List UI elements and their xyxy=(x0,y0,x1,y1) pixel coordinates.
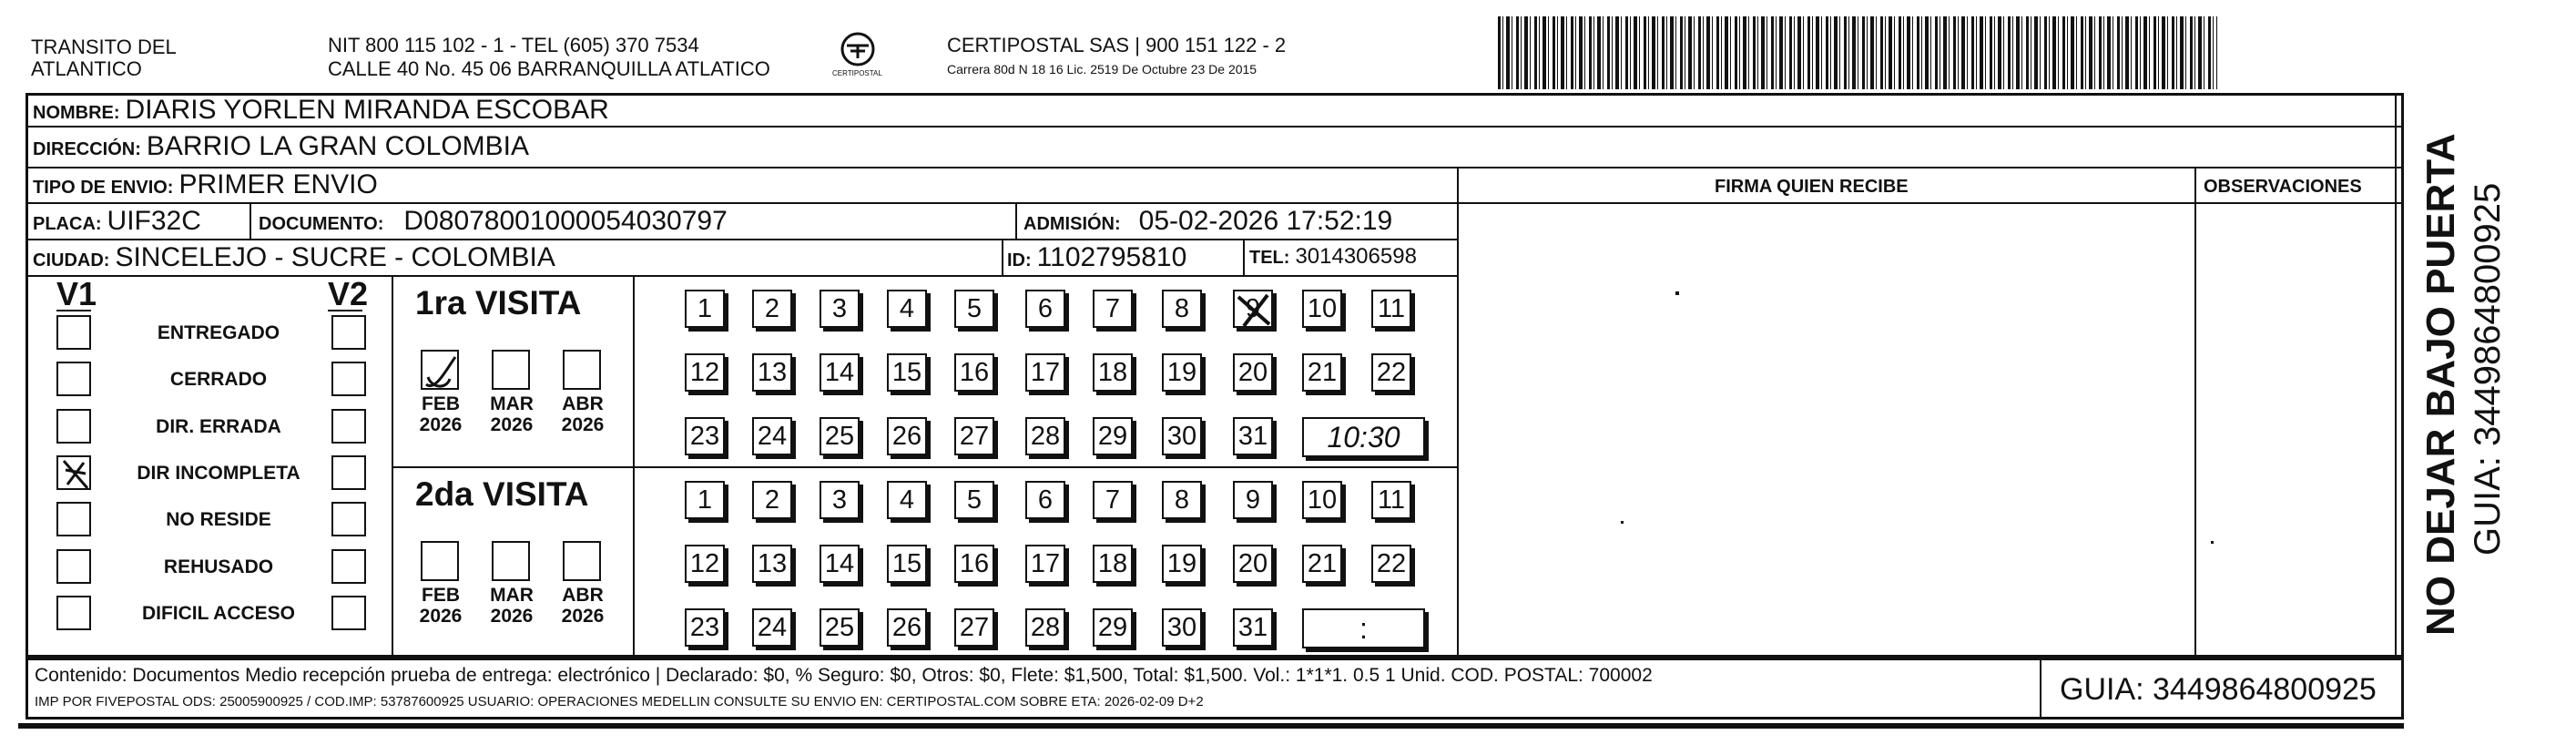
month-label xyxy=(555,393,610,435)
day-number: 14 xyxy=(824,358,855,387)
courier-line1: CERTIPOSTAL SAS | 900 151 122 - 2 xyxy=(947,34,1287,56)
day-box[interactable] xyxy=(954,290,994,328)
status-label: DIFICIL ACCESO xyxy=(141,603,295,624)
day-box[interactable] xyxy=(1302,353,1342,392)
day-number: 16 xyxy=(959,549,990,578)
check-mark-icon xyxy=(423,352,461,392)
v1-checkbox[interactable] xyxy=(56,362,91,396)
month-label xyxy=(555,585,610,627)
day-number: 18 xyxy=(1097,358,1128,387)
day-box[interactable] xyxy=(954,608,994,647)
day-number: 30 xyxy=(1166,422,1197,451)
month-year: 2026 xyxy=(419,414,463,435)
issuer-address-line: CALLE 40 No. 45 06 BARRANQUILLA ATLATICO xyxy=(328,57,770,80)
day-box[interactable] xyxy=(1371,481,1411,519)
month-label xyxy=(484,585,539,627)
v2-checkbox[interactable] xyxy=(331,596,366,630)
id-label: ID: xyxy=(1007,250,1032,270)
v2-checkbox[interactable] xyxy=(331,315,366,350)
observaciones-header: OBSERVACIONES xyxy=(2204,177,2362,197)
cell-divider xyxy=(249,202,251,239)
day-number: 22 xyxy=(1376,549,1407,578)
col-divider xyxy=(2395,93,2397,658)
v1-underline xyxy=(56,310,91,311)
day-box[interactable] xyxy=(1233,545,1273,583)
visit-time[interactable]: : xyxy=(1302,608,1425,648)
day-number: 3 xyxy=(831,294,848,323)
day-box[interactable] xyxy=(1233,417,1273,455)
day-number: 17 xyxy=(1030,358,1061,387)
row-divider xyxy=(25,167,2404,168)
day-number: 26 xyxy=(891,422,922,451)
check-mark-icon xyxy=(58,457,93,492)
day-box[interactable] xyxy=(887,353,927,392)
footer-impresion: IMP POR FIVEPOSTAL ODS: 25005900925 / COD.IMP: 53787600925 USUARIO: OPERACIONES MEDELLIN CONSULTE SU ENVIO EN: CERTIPOSTAL.COM SOBRE ETA: 2026-02-09 D+2 xyxy=(35,694,1204,709)
day-box[interactable] xyxy=(887,481,927,519)
day-box[interactable] xyxy=(820,608,860,647)
day-number: 5 xyxy=(966,485,983,515)
visit-divider xyxy=(392,466,1459,468)
day-number: 5 xyxy=(966,294,983,323)
month-label xyxy=(413,393,468,435)
row-divider xyxy=(25,202,2404,204)
month-checkbox[interactable] xyxy=(492,541,530,581)
direccion-row xyxy=(33,131,529,162)
form-frame xyxy=(25,93,2404,658)
month-divider xyxy=(633,275,635,658)
status-label: NO RESIDE xyxy=(166,509,271,530)
day-box[interactable] xyxy=(1162,417,1202,455)
observation-mark xyxy=(2211,541,2214,544)
day-number: 8 xyxy=(1174,294,1190,323)
month-year: 2026 xyxy=(490,414,534,435)
day-box[interactable] xyxy=(685,417,725,455)
visit-title: 1ra VISITA xyxy=(415,284,582,321)
nombre-label: NOMBRE: xyxy=(33,103,120,123)
day-box[interactable] xyxy=(820,481,860,519)
day-number: 28 xyxy=(1030,422,1061,451)
day-box[interactable] xyxy=(752,417,792,455)
day-number: 4 xyxy=(899,485,915,515)
status-label: CERRADO xyxy=(169,369,268,390)
day-box[interactable] xyxy=(752,353,792,392)
day-box[interactable] xyxy=(1093,608,1133,647)
status-label: ENTREGADO xyxy=(157,322,280,343)
day-box[interactable] xyxy=(1162,353,1202,392)
day-box[interactable] xyxy=(1025,290,1065,328)
day-box[interactable] xyxy=(1162,545,1202,583)
day-box[interactable] xyxy=(887,608,927,647)
day-box[interactable] xyxy=(1162,608,1202,647)
placa-value: UIF32C xyxy=(107,206,201,236)
admision-value: 05-02-2026 17:52:19 xyxy=(1138,206,1393,236)
day-box[interactable] xyxy=(685,353,725,392)
day-box[interactable] xyxy=(820,353,860,392)
day-number: 22 xyxy=(1376,358,1407,387)
day-box[interactable] xyxy=(752,481,792,519)
footer-guia: GUIA: 3449864800925 xyxy=(2060,672,2377,707)
col-divider xyxy=(2194,167,2196,658)
day-number: 10 xyxy=(1307,294,1338,323)
day-number: 23 xyxy=(689,422,720,451)
day-box[interactable] xyxy=(752,290,792,328)
day-number: 31 xyxy=(1237,613,1268,642)
documento-cell xyxy=(259,206,728,237)
v1-header: V1 xyxy=(56,275,97,312)
day-number: 13 xyxy=(757,549,788,578)
v2-header: V2 xyxy=(328,275,369,312)
day-number: 3 xyxy=(831,485,848,515)
day-number: 8 xyxy=(1174,485,1190,515)
month-year: 2026 xyxy=(419,606,463,627)
day-box[interactable] xyxy=(887,417,927,455)
v2-checkbox[interactable] xyxy=(331,455,366,490)
day-number: 12 xyxy=(689,358,720,387)
day-number: 20 xyxy=(1237,549,1268,578)
tipo-envio-label: TIPO DE ENVIO: xyxy=(33,178,174,198)
day-box[interactable] xyxy=(1093,290,1133,328)
day-box[interactable] xyxy=(1302,545,1342,583)
month-name: FEB xyxy=(422,393,460,414)
side-warning: NO DEJAR BAJO PUERTA xyxy=(2418,133,2463,636)
day-number: 20 xyxy=(1237,358,1268,387)
day-number: 14 xyxy=(824,549,855,578)
tipo-envio-value: PRIMER ENVIO xyxy=(178,169,378,199)
v1-checkbox[interactable] xyxy=(56,409,91,444)
courier-line2: Carrera 80d N 18 16 Lic. 2519 De Octubre 23 De 2015 xyxy=(947,62,1257,77)
v2-underline xyxy=(328,310,362,311)
day-number: 15 xyxy=(891,549,922,578)
day-box[interactable] xyxy=(954,353,994,392)
month-name: FEB xyxy=(422,585,460,606)
id-cell xyxy=(1007,242,1186,273)
day-box[interactable] xyxy=(1233,290,1273,328)
day-box[interactable] xyxy=(685,481,725,519)
day-box[interactable] xyxy=(1233,353,1273,392)
day-number: 19 xyxy=(1166,358,1197,387)
v2-checkbox[interactable] xyxy=(331,502,366,536)
day-box[interactable] xyxy=(1233,608,1273,647)
cell-divider xyxy=(1002,239,1003,275)
day-number: 9 xyxy=(1245,485,1261,515)
day-number: 27 xyxy=(959,422,990,451)
day-number: 1 xyxy=(697,485,713,515)
day-number: 7 xyxy=(1105,294,1121,323)
day-number: 11 xyxy=(1377,294,1406,323)
admision-label: ADMISIÓN: xyxy=(1023,214,1121,234)
certipostal-logo xyxy=(830,31,885,84)
day-number: 25 xyxy=(824,422,855,451)
day-box[interactable] xyxy=(685,290,725,328)
side-guia: GUIA: 3449864800925 xyxy=(2468,182,2508,556)
day-number: 7 xyxy=(1105,485,1121,515)
month-year: 2026 xyxy=(561,414,605,435)
day-box[interactable] xyxy=(1025,545,1065,583)
v2-checkbox[interactable] xyxy=(331,549,366,584)
direccion-label: DIRECCIÓN: xyxy=(33,139,141,159)
day-box[interactable] xyxy=(1302,290,1342,328)
day-number: 31 xyxy=(1237,422,1268,451)
nombre-value: DIARIS YORLEN MIRANDA ESCOBAR xyxy=(125,95,609,125)
visit-title: 2da VISITA xyxy=(415,475,589,513)
day-box[interactable] xyxy=(1093,353,1133,392)
v2-checkbox[interactable] xyxy=(331,409,366,444)
month-checkbox[interactable] xyxy=(563,541,601,581)
day-number: 11 xyxy=(1377,485,1406,515)
day-box[interactable] xyxy=(1025,417,1065,455)
day-box[interactable] xyxy=(887,545,927,583)
row-divider xyxy=(25,275,1459,277)
day-number: 26 xyxy=(891,613,922,642)
day-box[interactable] xyxy=(1371,545,1411,583)
placa-label: PLACA: xyxy=(33,214,102,234)
visit-time[interactable]: 10:30 xyxy=(1302,417,1425,457)
direccion-value: BARRIO LA GRAN COLOMBIA xyxy=(146,131,529,161)
day-number: 13 xyxy=(757,358,788,387)
cell-divider xyxy=(1015,202,1017,239)
day-number: 17 xyxy=(1030,549,1061,578)
issuer-name-line1: TRANSITO DEL xyxy=(31,36,177,58)
day-box[interactable] xyxy=(820,417,860,455)
month-checkbox[interactable] xyxy=(421,350,459,390)
day-box[interactable] xyxy=(1371,353,1411,392)
day-number: 21 xyxy=(1307,549,1338,578)
day-number: 28 xyxy=(1030,613,1061,642)
day-box[interactable] xyxy=(685,545,725,583)
day-box[interactable] xyxy=(954,417,994,455)
ciudad-value: SINCELEJO - SUCRE - COLOMBIA xyxy=(115,242,555,272)
day-number: 21 xyxy=(1307,358,1338,387)
day-box[interactable] xyxy=(954,545,994,583)
day-number: 30 xyxy=(1166,613,1197,642)
ciudad-label: CIUDAD: xyxy=(33,250,110,270)
day-box[interactable] xyxy=(752,545,792,583)
signature-mark xyxy=(1675,291,1679,295)
status-divider xyxy=(392,275,393,658)
firma-header: FIRMA QUIEN RECIBE xyxy=(1715,177,1909,197)
month-label xyxy=(413,585,468,627)
status-label: DIR. ERRADA xyxy=(156,416,281,437)
day-box[interactable] xyxy=(752,608,792,647)
day-number: 24 xyxy=(757,422,788,451)
day-number: 9 xyxy=(1245,294,1261,323)
day-number: 24 xyxy=(757,613,788,642)
status-label: DIR INCOMPLETA xyxy=(137,463,300,484)
day-number: 29 xyxy=(1097,422,1128,451)
day-box[interactable] xyxy=(1025,481,1065,519)
day-box[interactable] xyxy=(1302,481,1342,519)
day-box[interactable] xyxy=(1093,545,1133,583)
logo-caption: CERTIPOSTAL xyxy=(832,69,882,77)
day-box[interactable] xyxy=(1025,353,1065,392)
day-number: 15 xyxy=(891,358,922,387)
v2-checkbox[interactable] xyxy=(331,362,366,396)
bottom-rule xyxy=(18,723,2404,729)
v1-checkbox[interactable] xyxy=(56,596,91,630)
day-number: 2 xyxy=(764,485,780,515)
footer-frame xyxy=(25,658,2404,719)
placa-cell xyxy=(33,206,201,237)
day-number: 19 xyxy=(1166,549,1197,578)
footer-contenido: Contenido: Documentos Medio recepción prueba de entrega: electrónico | Declarado: $0, % Seguro: $0, Otros: $0, Flete: $1,500, Total: $1,500. Vol.: 1*1*1. 0.5 1 Unid. COD. POSTAL: 700002 xyxy=(35,665,1653,686)
day-box[interactable] xyxy=(1162,290,1202,328)
ciudad-cell xyxy=(33,242,555,273)
day-number: 4 xyxy=(899,294,915,323)
day-number: 25 xyxy=(824,613,855,642)
status-label: REHUSADO xyxy=(163,556,274,577)
tel-label: TEL: xyxy=(1249,248,1290,268)
v1-checkbox[interactable] xyxy=(56,455,91,490)
day-box[interactable] xyxy=(1371,290,1411,328)
cross-mark-icon xyxy=(1235,291,1275,330)
day-box[interactable] xyxy=(1233,481,1273,519)
signature-mark xyxy=(1621,521,1624,524)
month-checkbox[interactable] xyxy=(421,541,459,581)
day-box[interactable] xyxy=(954,481,994,519)
day-box[interactable] xyxy=(820,290,860,328)
day-box[interactable] xyxy=(820,545,860,583)
day-number: 10 xyxy=(1307,485,1338,515)
day-number: 2 xyxy=(764,294,780,323)
month-name: ABR xyxy=(562,393,604,414)
day-box[interactable] xyxy=(887,290,927,328)
day-number: 29 xyxy=(1097,613,1128,642)
row-divider xyxy=(25,126,2404,128)
day-box[interactable] xyxy=(1093,481,1133,519)
month-label xyxy=(484,393,539,435)
barcode xyxy=(1498,16,2217,89)
v1-checkbox[interactable] xyxy=(56,502,91,536)
month-checkbox[interactable] xyxy=(563,350,601,390)
cell-divider xyxy=(1243,239,1245,275)
col-divider xyxy=(1457,167,1459,658)
day-box[interactable] xyxy=(1162,481,1202,519)
month-checkbox[interactable] xyxy=(492,350,530,390)
month-name: ABR xyxy=(562,585,604,606)
day-number: 6 xyxy=(1037,294,1054,323)
day-number: 16 xyxy=(959,358,990,387)
day-box[interactable] xyxy=(1025,608,1065,647)
v1-checkbox[interactable] xyxy=(56,549,91,584)
day-box[interactable] xyxy=(685,608,725,647)
month-name: MAR xyxy=(490,585,534,606)
day-number: 1 xyxy=(697,294,713,323)
nombre-row xyxy=(33,95,609,126)
documento-label: DOCUMENTO: xyxy=(259,214,384,234)
month-year: 2026 xyxy=(490,606,534,627)
tel-value: 3014306598 xyxy=(1295,244,1417,269)
tipo-envio-row xyxy=(33,169,378,200)
month-name: MAR xyxy=(490,393,534,414)
documento-value: D08078001000054030797 xyxy=(403,206,728,236)
day-number: 23 xyxy=(689,613,720,642)
month-year: 2026 xyxy=(561,606,605,627)
day-number: 6 xyxy=(1037,485,1054,515)
v1-checkbox[interactable] xyxy=(56,315,91,350)
tel-cell xyxy=(1249,244,1417,270)
day-number: 18 xyxy=(1097,549,1128,578)
admision-cell xyxy=(1023,206,1392,237)
id-value: 1102795810 xyxy=(1036,242,1187,272)
day-number: 27 xyxy=(959,613,990,642)
issuer-name-line2: ATLANTICO xyxy=(31,57,142,80)
day-box[interactable] xyxy=(1093,417,1133,455)
issuer-nit-line: NIT 800 115 102 - 1 - TEL (605) 370 7534 xyxy=(328,34,699,56)
day-number: 12 xyxy=(689,549,720,578)
